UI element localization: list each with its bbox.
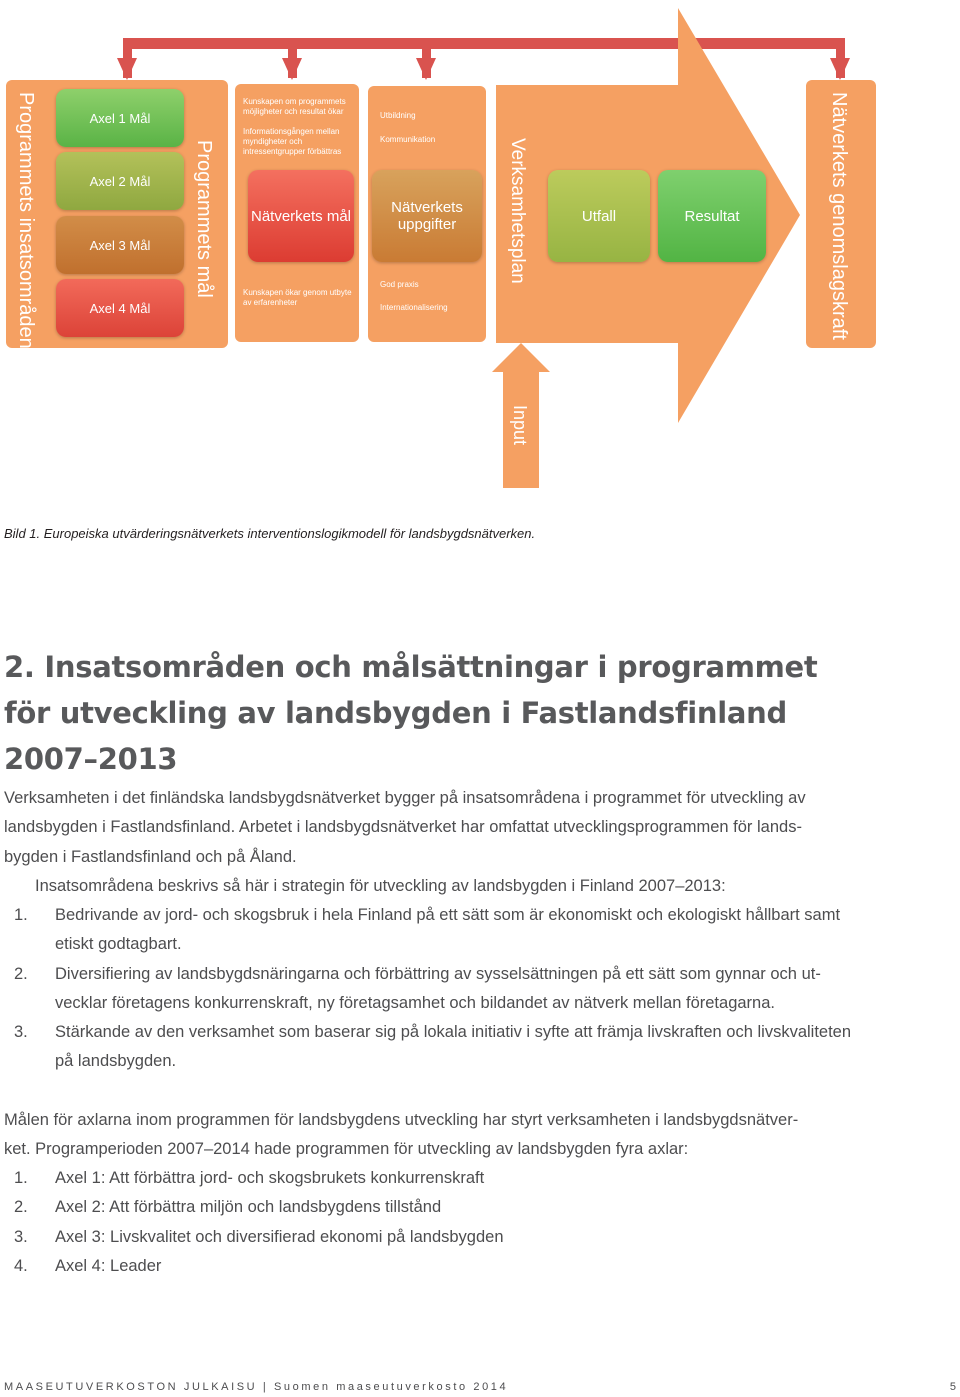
list-number: 4. <box>14 1257 28 1275</box>
network-impact-label: Nätverkets genomslagskraft <box>828 92 850 340</box>
page-number: 5 <box>949 1381 956 1393</box>
list-text: Axel 4: Leader <box>55 1257 162 1275</box>
result-box-label: Resultat <box>684 207 740 225</box>
strategy-list-item <box>4 960 884 1019</box>
axes-paragraph <box>4 1106 884 1165</box>
strategy-intro: Insatsområdena beskrivs så här i strategin för utveckling av landsbygden i Finland 2007–2013: <box>35 877 726 895</box>
heading-line-2: för utveckling av landsbygden i Fastlandsfinland <box>4 696 787 730</box>
list-number: 2. <box>14 1198 28 1216</box>
list-number: 1. <box>14 1169 28 1187</box>
network-goal-text-1: Kunskapen om programmets möjligheter och resultat ökar <box>243 97 346 116</box>
result-box <box>658 170 766 262</box>
axis-1-goal: Axel 1 Mål <box>56 89 184 147</box>
heading-line-1: 2. Insatsområden och målsättningar i programmet <box>4 650 818 684</box>
list-text-line: på landsbygden. <box>55 1052 177 1071</box>
list-text: Axel 1: Att förbättra jord- och skogsbrukets konkurrenskraft <box>55 1169 485 1187</box>
list-number: 3. <box>14 1228 28 1246</box>
task-text-internationalisation: Internationalisering <box>380 303 448 312</box>
figure-caption: Bild 1. Europeiska utvärderingsnätverkets interventionslogikmodell för landsbygdsnätverken. <box>4 526 536 541</box>
intro-line-2: landsbygden i Fastlandsfinland. Arbetet i landsbygdsnätverket har omfattat utvecklingsprogrammen för lands- <box>4 818 802 837</box>
axes-paragraph-line-1: Målen för axlarna inom programmen för landsbygdens utveckling har styrt verksamheten i landsbygdsnätver- <box>4 1111 799 1129</box>
intro-line-1: Verksamheten i det finländska landsbygdsnätverket bygger på insatsområdena i programmet för utveckling av <box>4 789 806 807</box>
list-text: Axel 3: Livskvalitet och diversifierad ekonomi på landsbygden <box>55 1228 504 1246</box>
network-tasks-box <box>372 170 482 262</box>
list-number: 1. <box>14 906 28 924</box>
intro-paragraph <box>4 784 884 872</box>
footer-separator: | <box>262 1381 269 1393</box>
task-text-communication: Kommunikation <box>380 135 436 144</box>
heading-line-3: 2007–2013 <box>4 742 178 776</box>
list-number: 3. <box>14 1023 28 1041</box>
axis-list-item <box>4 1193 884 1222</box>
axis-4-goal: Axel 4 Mål <box>56 279 184 337</box>
axis-list-item <box>4 1252 884 1281</box>
list-text-line: Diversifiering av landsbygdsnäringarna och förbättring av sysselsättningen på ett sätt som gynnar och ut- <box>55 965 821 983</box>
axis-list-item <box>4 1164 884 1193</box>
axis-3-goal: Axel 3 Mål <box>56 216 184 274</box>
list-number: 2. <box>14 965 28 983</box>
footer-subtitle: Suomen maaseutuverkosto 2014 <box>274 1381 509 1393</box>
strategy-list-item <box>4 1018 884 1077</box>
outcome-box-label: Utfall <box>581 207 617 225</box>
axis-list-item <box>4 1223 884 1252</box>
network-goals-box-label: Nätverkets mål <box>250 207 352 225</box>
task-text-good-practice: God praxis <box>380 280 419 289</box>
network-goal-text-3: Kunskapen ökar genom utbyte av erfarenheter <box>243 288 352 307</box>
intro-line-3: bygden i Fastlandsfinland och på Åland. <box>4 847 297 866</box>
network-goal-text-2: Informationsgången mellan myndigheter och intressentgrupper förbättras <box>243 127 342 156</box>
network-goals-box <box>248 170 354 262</box>
footer-publication: MAASEUTUVERKOSTON JULKAISU <box>4 1381 258 1393</box>
program-goals-label: Programmets mål <box>193 140 215 298</box>
list-text-line: vecklar företagens konkurrenskraft, ny företagsamhet och bildandet av nätverk mellan företagarna. <box>55 994 775 1013</box>
input-label: Input <box>510 405 530 446</box>
list-text-line: etiskt godtagbart. <box>55 935 182 954</box>
network-tasks-box-label: Nätverkets uppgifter <box>391 199 463 233</box>
axes-paragraph-line-2: ket. Programperioden 2007–2014 hade programmen för utveckling av landsbygden fyra axlar: <box>4 1140 689 1159</box>
list-text-line: Bedrivande av jord- och skogsbruk i hela Finland på ett sätt som är ekonomiskt och ekologiskt hållbart samt <box>55 906 841 924</box>
strategy-list-item <box>4 901 884 960</box>
outcome-box <box>548 170 650 262</box>
intervention-logic-diagram <box>0 0 960 500</box>
list-text-line: Stärkande av den verksamhet som baserar sig på lokala initiativ i syfte att främja livskraften och livskvaliteten <box>55 1023 852 1041</box>
program-intervention-areas-label: Programmets insatsområden <box>15 92 37 349</box>
list-text: Axel 2: Att förbättra miljön och landsbygdens tillstånd <box>55 1198 442 1216</box>
section-heading <box>4 644 904 782</box>
page-footer <box>4 1381 956 1393</box>
activity-plan-label: Verksamhetsplan <box>507 138 528 284</box>
axis-2-goal: Axel 2 Mål <box>56 152 184 210</box>
task-text-education: Utbildning <box>380 111 416 120</box>
